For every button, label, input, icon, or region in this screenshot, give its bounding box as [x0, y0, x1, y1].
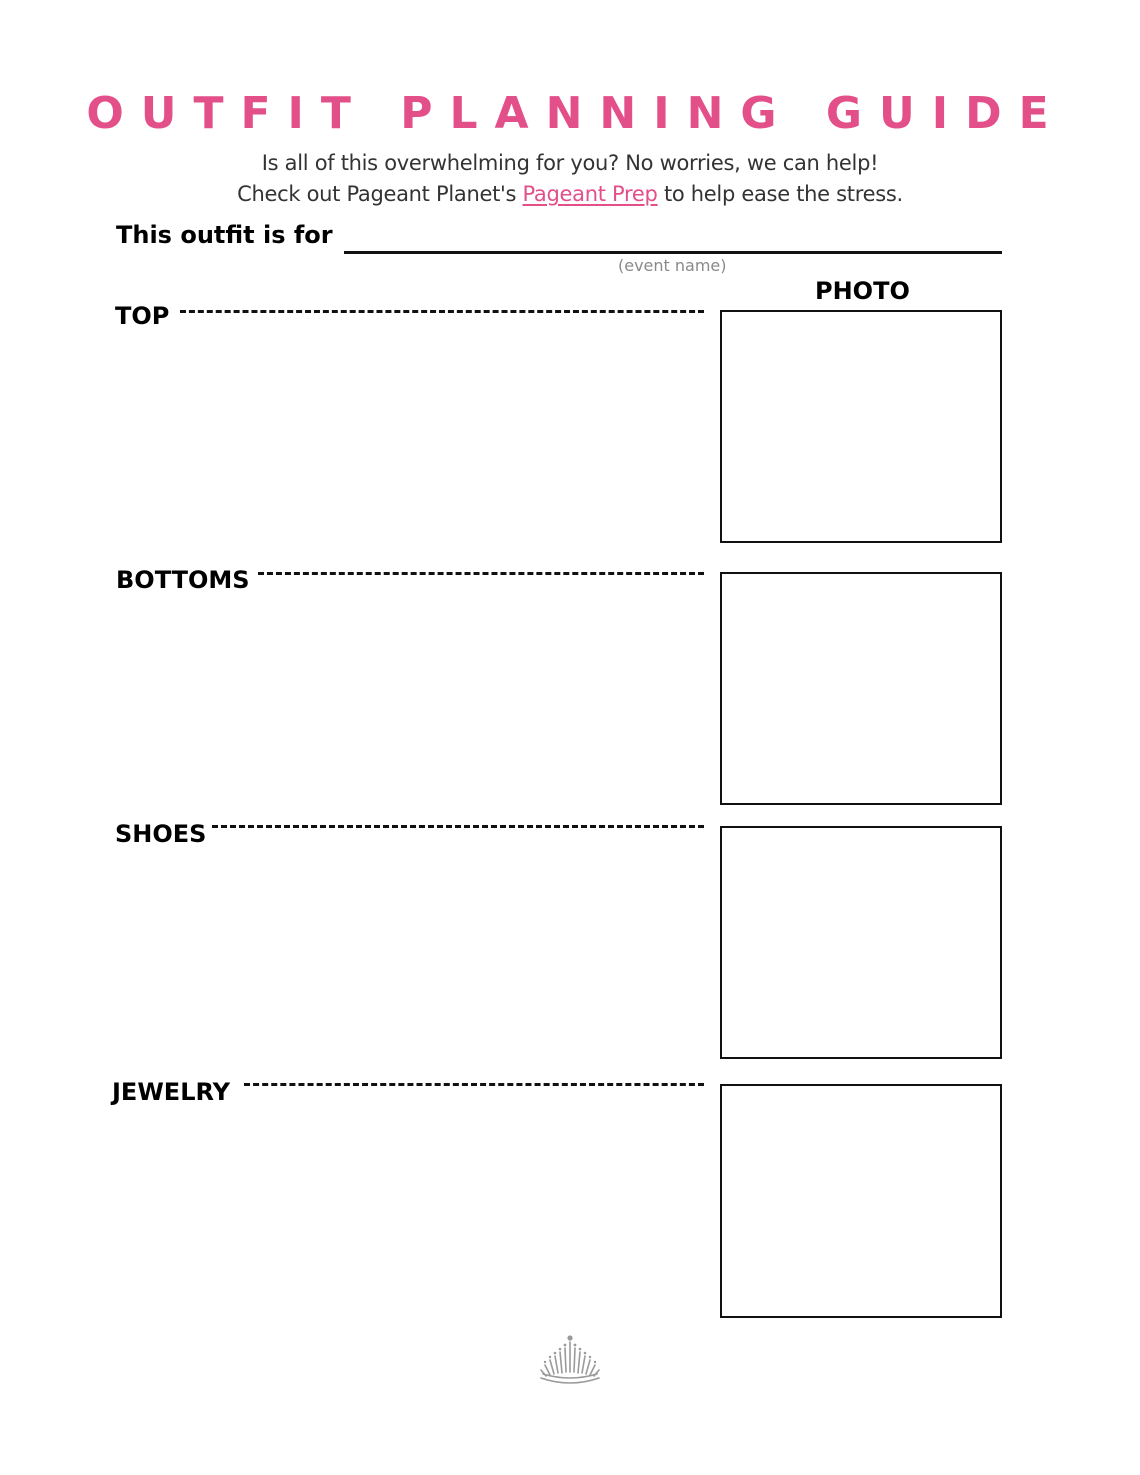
section-label-bottoms: BOTTOMS — [116, 566, 250, 594]
photo-box-top[interactable] — [720, 310, 1002, 543]
outfit-for-label: This outfit is for — [116, 221, 333, 249]
event-name-field[interactable] — [344, 251, 1002, 254]
subtitle-text-after: to help ease the stress. — [657, 182, 903, 206]
section-label-shoes: SHOES — [115, 820, 207, 848]
photo-column-label: PHOTO — [815, 277, 910, 305]
subtitle-line-2 — [0, 182, 1140, 206]
photo-box-shoes[interactable] — [720, 826, 1002, 1059]
photo-box-jewelry[interactable] — [720, 1084, 1002, 1318]
page-title: OUTFIT PLANNING GUIDE — [86, 88, 1066, 139]
top-entry-line[interactable] — [180, 310, 704, 313]
section-label-top: TOP — [115, 302, 170, 330]
jewelry-entry-line[interactable] — [244, 1083, 704, 1086]
subtitle-line-1: Is all of this overwhelming for you? No worries, we can help! — [261, 151, 879, 175]
event-name-hint: (event name) — [618, 256, 727, 275]
section-label-jewelry: JEWELRY — [112, 1078, 231, 1106]
subtitle-text-before: Check out Pageant Planet's — [237, 182, 523, 206]
shoes-entry-line[interactable] — [212, 825, 704, 828]
crown-icon — [535, 1332, 605, 1388]
pageant-prep-link[interactable]: Pageant Prep — [522, 182, 658, 206]
bottoms-entry-line[interactable] — [258, 572, 704, 575]
photo-box-bottoms[interactable] — [720, 572, 1002, 805]
